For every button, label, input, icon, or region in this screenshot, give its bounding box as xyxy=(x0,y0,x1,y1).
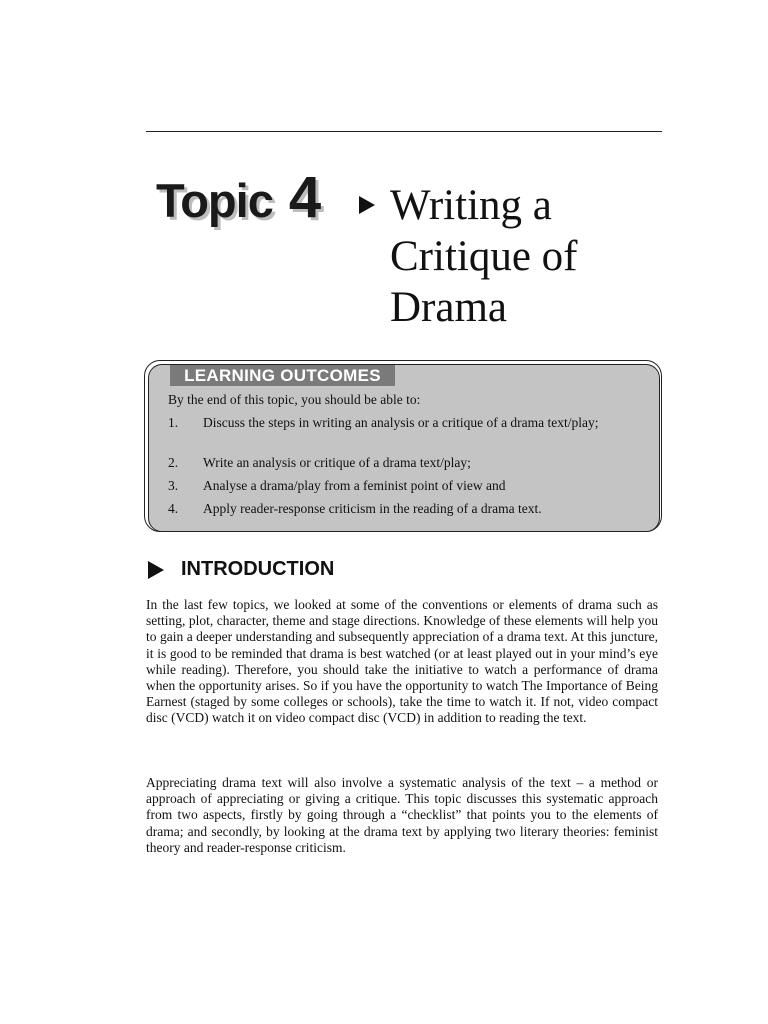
introduction-paragraph-1: In the last few topics, we looked at some of the conventions or elements of drama such as setting, plot, character, theme and stage directions. Knowledge of these elements will help you to gain a deeper understanding and subsequently appreciation of a drama text. At this juncture, it is good to be reminded that drama is best watched (or at least played out in your mind’s eye while reading). Therefore, you should take the initiative to watch a performance of drama when the opportunity arises. So if you have the opportunity to watch The Importance of Being Earnest (staged by some colleges or schools), take the time to watch it. If not, video compact disc (VCD) watch it on video compact disc (VCD) in addition to reading the text. xyxy=(146,597,658,726)
topic-number: 4 xyxy=(288,165,321,230)
outcome-text: Analyse a drama/play from a feminist point of view and xyxy=(203,478,506,493)
outcome-number: 1. xyxy=(168,415,179,430)
introduction-heading: INTRODUCTION xyxy=(181,558,335,580)
topic-label xyxy=(156,164,320,231)
title-arrow-icon xyxy=(359,196,375,214)
topic-word: Topic xyxy=(156,174,273,227)
outcome-number: 4. xyxy=(168,501,179,516)
introduction-paragraph-2: Appreciating drama text will also involve a systematic analysis of the text – a method or approach of appreciating or giving a critique. This topic discusses this systematic approach from two aspects, firstly by going through a “checklist” that points you to the elements of drama; and secondly, by looking at the drama text by applying two literary theories: feminist theory and reader-response criticism. xyxy=(146,775,658,855)
outcome-number: 3. xyxy=(168,478,179,493)
learning-outcomes-heading: LEARNING OUTCOMES xyxy=(170,365,395,386)
learning-outcomes-intro: By the end of this topic, you should be able to: xyxy=(168,392,421,407)
section-arrow-icon xyxy=(148,561,164,579)
outcome-text: Write an analysis or critique of a drama text/play; xyxy=(203,455,471,470)
outcome-number: 2. xyxy=(168,455,179,470)
outcome-text: Apply reader-response criticism in the reading of a drama text. xyxy=(203,501,542,516)
top-rule xyxy=(146,131,662,132)
outcome-text: Discuss the steps in writing an analysis or a critique of a drama text/play; xyxy=(203,415,599,430)
chapter-title: Writing a Critique of Drama xyxy=(390,182,578,331)
